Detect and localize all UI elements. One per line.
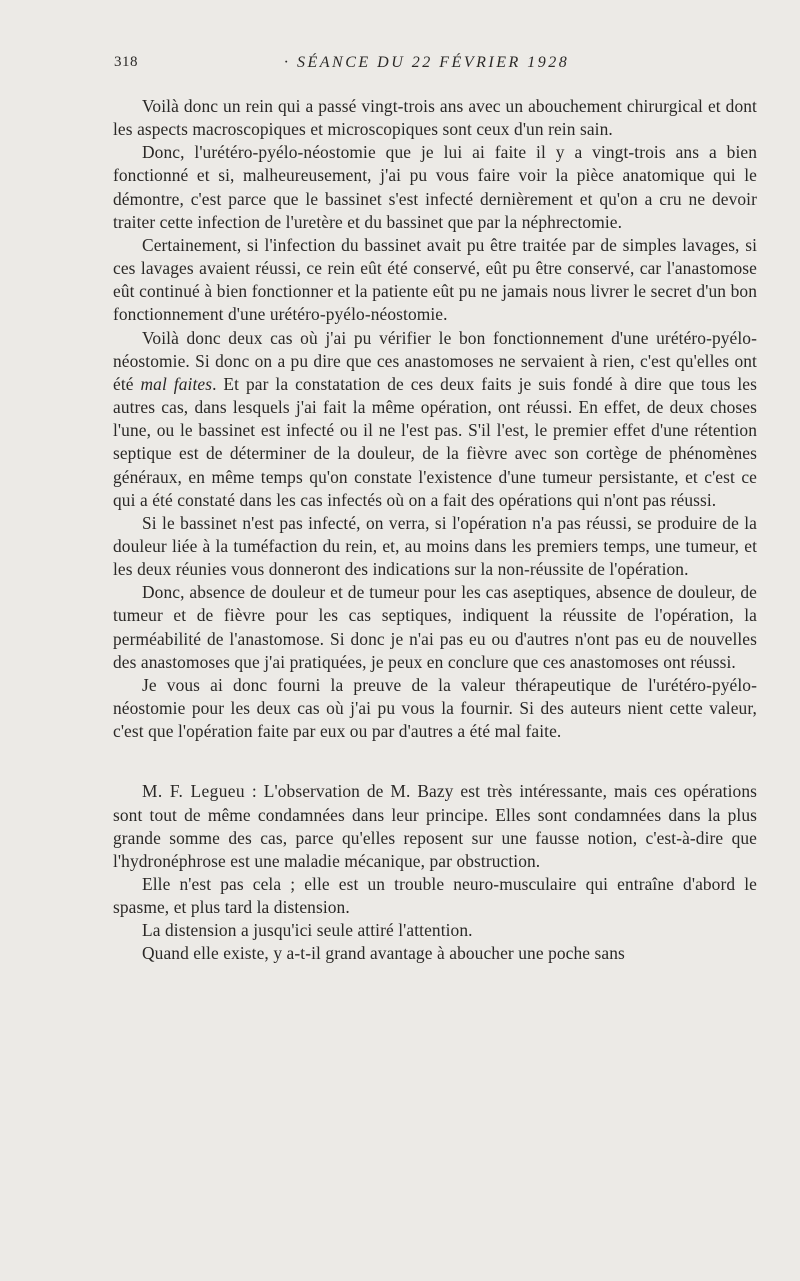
paragraph-text: Voilà donc deux cas où j'ai pu vérifier le bon fonctionnement d'une urétéro-pyélo-néostomie. Si donc on a pu dire que ces anastomoses ne servaient à rien, c'est qu'elles ont été (113, 327, 757, 394)
paragraph: Donc, l'urétéro-pyélo-néostomie que je lui ai faite il y a vingt-trois ans a bien fonctionné et si, malheureusement, j'ai pu vous faire voir la pièce anatomique qui le démontre, c'est parce que le bassinet s'est infecté dernièrement et qu'on a cru ne devoir traiter cette infection de l'uretère et du bassinet que par la néphrectomie. (113, 142, 757, 232)
paragraph: Certainement, si l'infection du bassinet avait pu être traitée par de simples lavages, si ces lavages avaient réussi, ce rein eût été conservé, eût pu être conservé, car l'anastomose eût continué à bien fonctionner et la patiente eût pu ne jamais nous livrer le secret d'un bon fonctionnement d'une urétéro-pyélo-néostomie. (113, 234, 757, 325)
paragraph: Voilà donc un rein qui a passé vingt-trois ans avec un abouchement chirurgical et dont les aspects macroscopiques et microscopiques sont ceux d'un rein sain. (113, 96, 757, 140)
paragraph: La distension a jusqu'ici seule attiré l'attention. (142, 920, 473, 941)
running-head: · SÉANCE DU 22 FÉVRIER 1928 (284, 54, 570, 71)
paragraph-text: L'observation de M. Bazy est très intéressante, mais ces opérations sont tout de même condamnées dans leur principe. Elles sont condamnées dans la plus grande somme des cas, parce qu'elles reposent sur une fausse notion, c'est-à-dire que l'hydronéphrose est une maladie mécanique, par obstruction. (113, 781, 757, 871)
speaker-name: M. F. Legueu (142, 781, 246, 802)
section-gap (113, 743, 757, 780)
paragraph: Quand elle existe, y a-t-il grand avantage à aboucher une poche sans (142, 943, 625, 964)
paragraph (113, 327, 757, 512)
paragraph: Donc, absence de douleur et de tumeur pour les cas aseptiques, absence de douleur, de tumeur et de fièvre pour les cas septiques, indiquent la réussite de l'opération, la perméabilité de l'anastomose. Si donc je n'ai pas eu ou d'autres n'ont pas eu de nouvelles des anastomoses que j'ai pratiquées, je peux en conclure que ces anastomoses ont réussi. (113, 582, 757, 672)
paragraph: Si le bassinet n'est pas infecté, on verra, si l'opération n'a pas réussi, se produire de la douleur liée à la tuméfaction du rein, et, au moins dans les premiers temps, une tumeur, et les deux réunies vous donneront des indications sur la non-réussite de l'opération. (113, 512, 757, 580)
discussion-paragraph (113, 780, 757, 873)
page-header (114, 54, 754, 78)
emphasis-text: mal faites (140, 373, 213, 394)
paragraph: Je vous ai donc fourni la preuve de la valeur thérapeutique de l'urétéro-pyélo-néostomie pour les deux cas où j'ai pu vous la fournir. Si des auteurs nient cette valeur, c'est que l'opération faite par eux ou par d'autres a été mal faite. (113, 674, 757, 742)
page-body (113, 95, 757, 966)
speaker-separator: : (245, 781, 264, 802)
page-number: 318 (114, 54, 138, 70)
paragraph: Elle n'est pas cela ; elle est un trouble neuro-musculaire qui entraîne d'abord le spasme, et plus tard la distension. (113, 874, 757, 918)
paragraph-text: . Et par la constatation de ces deux faits je suis fondé à dire que tous les autres cas, dans lesquels j'ai fait la même opération, ont réussi. En effet, de deux choses l'une, ou le bassinet est infecté ou il ne l'est pas. S'il l'est, le premier effet d'une rétention septique est de déterminer de la douleur, de la fièvre avec son cortège de phénomènes généraux, en même temps qu'on constate l'existence d'une tumeur persistante, et c'est ce qui a été constaté dans les cas infectés où on a fait des opérations qui n'ont pas réussi. (113, 373, 757, 510)
